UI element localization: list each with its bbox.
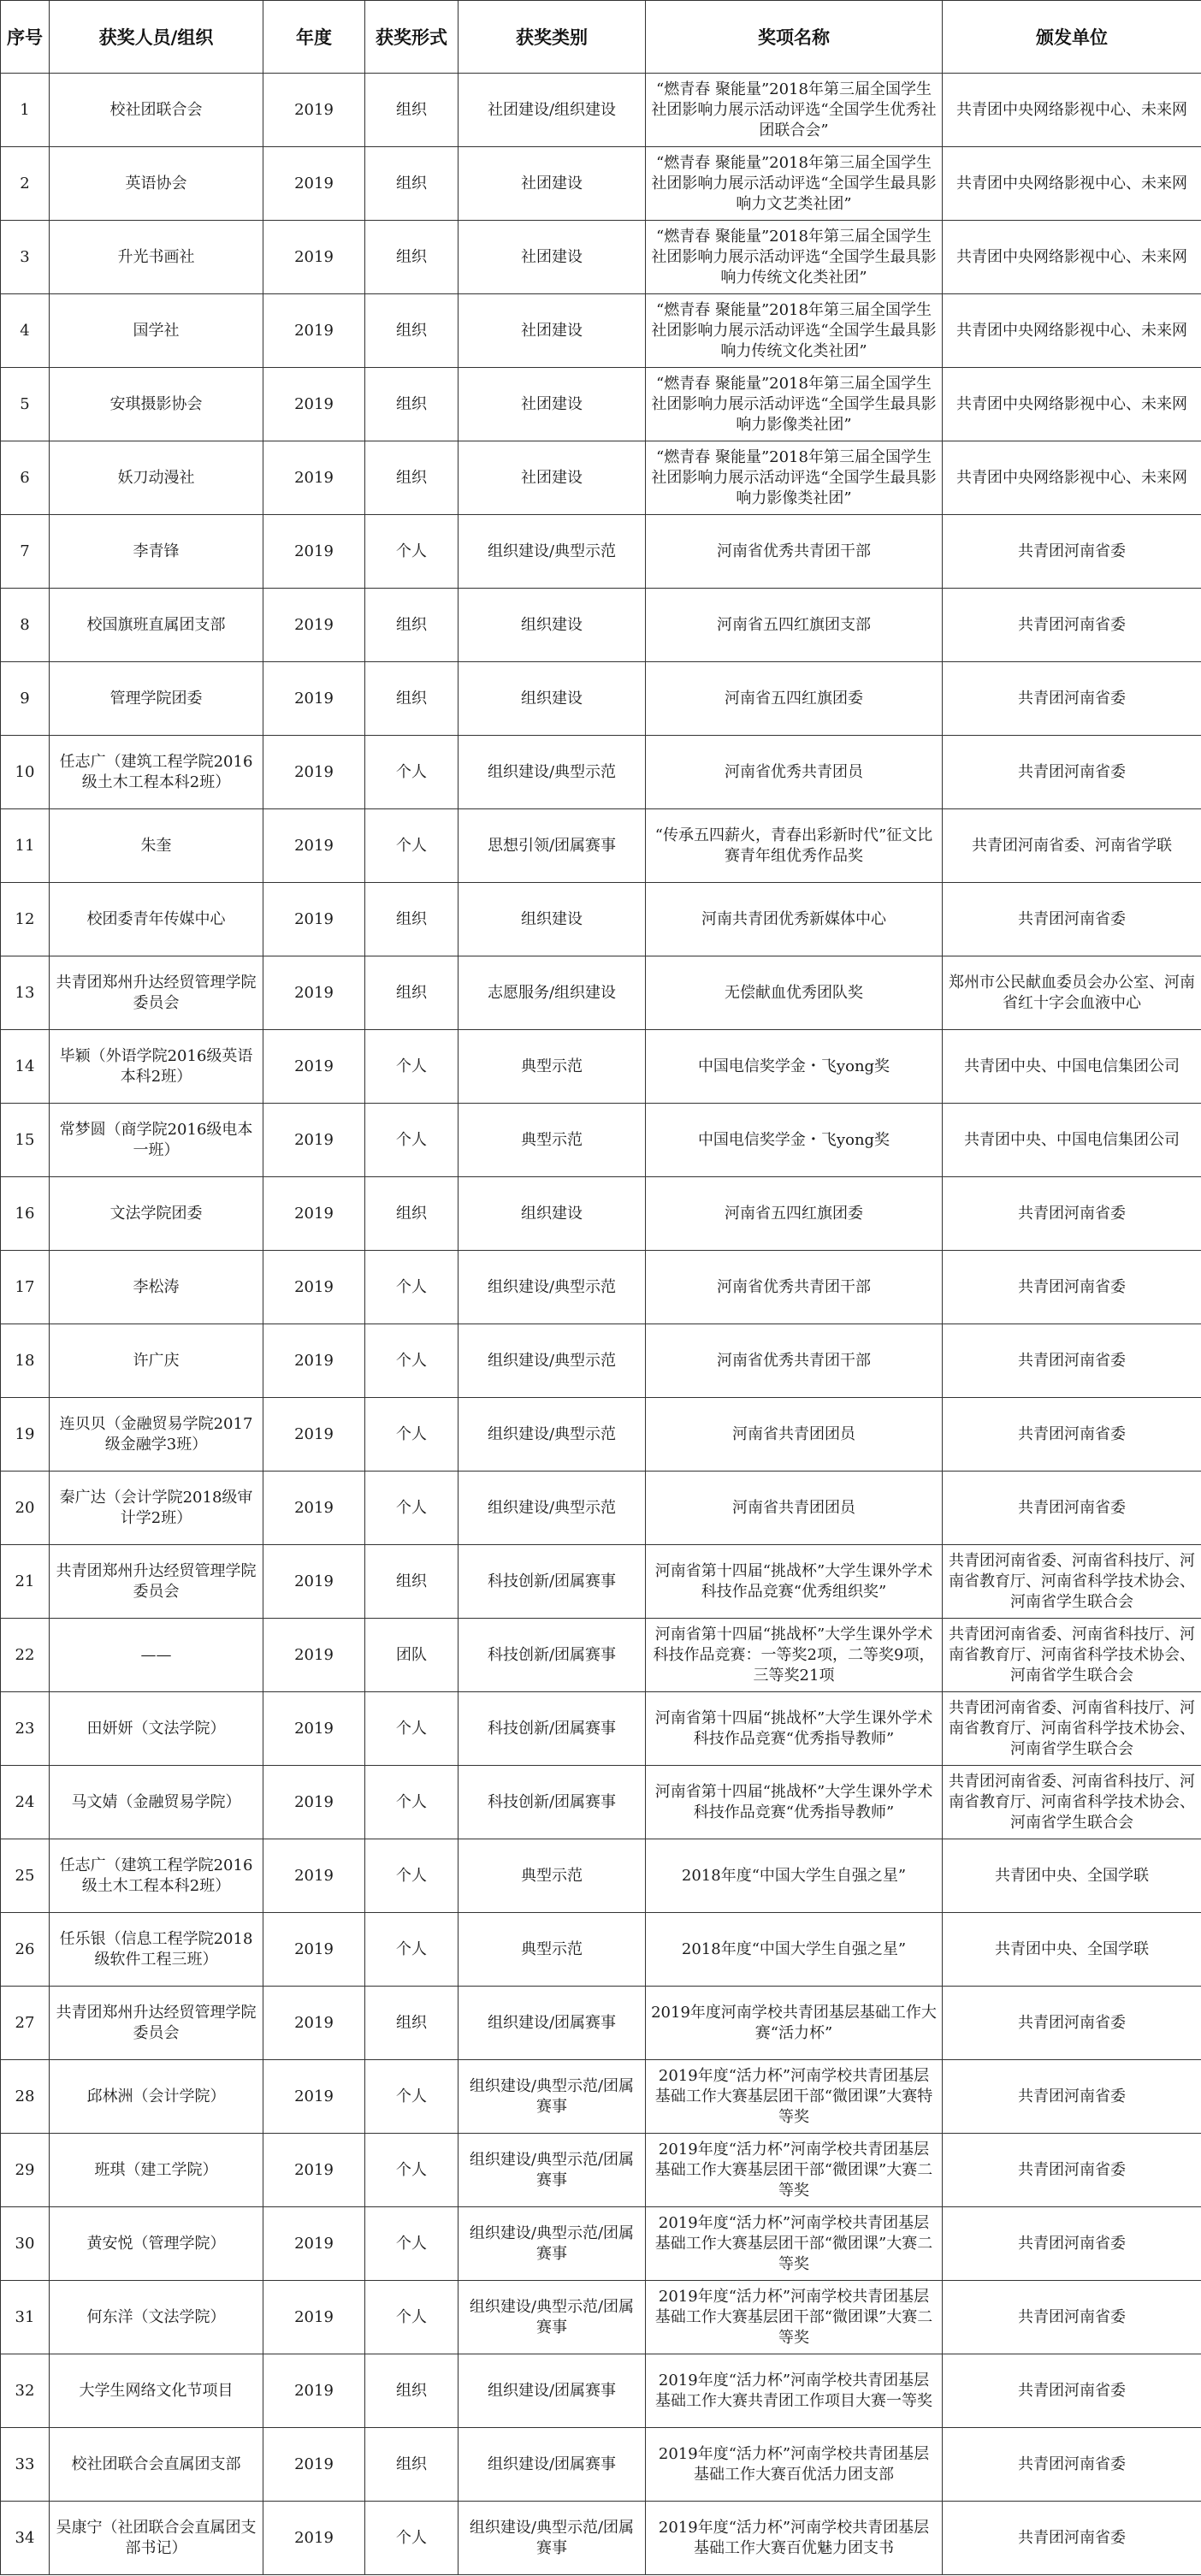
cell-category: 科技创新/团属赛事 <box>459 1619 646 1692</box>
table-row <box>1 1104 1201 1177</box>
table-row <box>1 2502 1201 2575</box>
cell-no: 2 <box>1 147 50 221</box>
cell-name: 任志广（建筑工程学院2016级土木工程本科2班） <box>50 736 263 809</box>
cell-award: 中国电信奖学金・飞yong奖 <box>646 1030 943 1104</box>
cell-no: 9 <box>1 662 50 736</box>
cell-form: 个人 <box>365 1839 459 1913</box>
cell-issuer: 共青团河南省委 <box>943 1398 1201 1472</box>
table-row <box>1 441 1201 515</box>
cell-form: 个人 <box>365 2134 459 2207</box>
cell-name: 何东洋（文法学院） <box>50 2281 263 2354</box>
cell-category: 组织建设/团属赛事 <box>459 1987 646 2060</box>
cell-form: 组织 <box>365 74 459 147</box>
cell-name: 班琪（建工学院） <box>50 2134 263 2207</box>
cell-issuer: 共青团河南省委、河南省科技厅、河南省教育厅、河南省科学技术协会、河南省学生联合会 <box>943 1692 1201 1766</box>
cell-category: 组织建设/典型示范 <box>459 1472 646 1545</box>
table-row <box>1 1398 1201 1472</box>
cell-no: 24 <box>1 1766 50 1839</box>
cell-category: 组织建设/团属赛事 <box>459 2428 646 2502</box>
cell-award: 河南省第十四届“挑战杯”大学生课外学术科技作品竞赛：一等奖2项，二等奖9项，三等奖21项 <box>646 1619 943 1692</box>
cell-name: 校社团联合会直属团支部 <box>50 2428 263 2502</box>
cell-year: 2019 <box>263 1766 365 1839</box>
cell-category: 组织建设/典型示范 <box>459 1324 646 1398</box>
cell-year: 2019 <box>263 1987 365 2060</box>
cell-year: 2019 <box>263 515 365 589</box>
cell-category: 组织建设 <box>459 883 646 956</box>
cell-issuer: 共青团河南省委 <box>943 736 1201 809</box>
cell-name: 安琪摄影协会 <box>50 368 263 441</box>
cell-award: 河南省第十四届“挑战杯”大学生课外学术科技作品竞赛“优秀指导教师” <box>646 1766 943 1839</box>
table-row <box>1 1913 1201 1987</box>
cell-issuer: 共青团河南省委 <box>943 2207 1201 2281</box>
cell-issuer: 共青团河南省委 <box>943 2281 1201 2354</box>
table-row <box>1 956 1201 1030</box>
cell-name: 文法学院团委 <box>50 1177 263 1251</box>
cell-name: 任乐银（信息工程学院2018级软件工程三班） <box>50 1913 263 1987</box>
cell-category: 科技创新/团属赛事 <box>459 1545 646 1619</box>
cell-name: 管理学院团委 <box>50 662 263 736</box>
cell-form: 个人 <box>365 1030 459 1104</box>
cell-year: 2019 <box>263 1839 365 1913</box>
table-row <box>1 294 1201 368</box>
cell-form: 个人 <box>365 809 459 883</box>
cell-year: 2019 <box>263 2060 365 2134</box>
cell-category: 社团建设 <box>459 441 646 515</box>
cell-issuer: 共青团河南省委、河南省科技厅、河南省教育厅、河南省科学技术协会、河南省学生联合会 <box>943 1766 1201 1839</box>
table-row <box>1 515 1201 589</box>
cell-award: 2019年度“活力杯”河南学校共青团基层基础工作大赛共青团工作项目大赛一等奖 <box>646 2354 943 2428</box>
cell-year: 2019 <box>263 1177 365 1251</box>
cell-award: 河南省优秀共青团干部 <box>646 515 943 589</box>
cell-form: 个人 <box>365 2281 459 2354</box>
cell-year: 2019 <box>263 2207 365 2281</box>
cell-issuer: 共青团河南省委 <box>943 1987 1201 2060</box>
cell-no: 25 <box>1 1839 50 1913</box>
cell-form: 个人 <box>365 736 459 809</box>
cell-name: 共青团郑州升达经贸管理学院委员会 <box>50 1987 263 2060</box>
cell-issuer: 共青团河南省委 <box>943 2428 1201 2502</box>
cell-name: 校团委青年传媒中心 <box>50 883 263 956</box>
cell-no: 27 <box>1 1987 50 2060</box>
cell-award: 河南省第十四届“挑战杯”大学生课外学术科技作品竞赛“优秀组织奖” <box>646 1545 943 1619</box>
cell-award: 河南省共青团团员 <box>646 1398 943 1472</box>
cell-issuer: 共青团河南省委 <box>943 2134 1201 2207</box>
cell-issuer: 共青团河南省委、河南省科技厅、河南省教育厅、河南省科学技术协会、河南省学生联合会 <box>943 1545 1201 1619</box>
table-row <box>1 1619 1201 1692</box>
cell-form: 组织 <box>365 221 459 294</box>
cell-category: 组织建设/典型示范/团属赛事 <box>459 2281 646 2354</box>
cell-award: 中国电信奖学金・飞yong奖 <box>646 1104 943 1177</box>
cell-award: 2019年度“活力杯”河南学校共青团基层基础工作大赛基层团干部“微团课”大赛特等奖 <box>646 2060 943 2134</box>
cell-no: 30 <box>1 2207 50 2281</box>
table-row <box>1 736 1201 809</box>
cell-issuer: 共青团河南省委、河南省学联 <box>943 809 1201 883</box>
table-row <box>1 1839 1201 1913</box>
table-row <box>1 1545 1201 1619</box>
table-row <box>1 2060 1201 2134</box>
cell-award: “燃青春 聚能量”2018年第三届全国学生社团影响力展示活动评选“全国学生最具影响力传统文化类社团” <box>646 221 943 294</box>
cell-category: 社团建设 <box>459 221 646 294</box>
cell-name: —— <box>50 1619 263 1692</box>
table-row <box>1 1177 1201 1251</box>
cell-no: 6 <box>1 441 50 515</box>
cell-award: 河南共青团优秀新媒体中心 <box>646 883 943 956</box>
table-row <box>1 1692 1201 1766</box>
cell-form: 个人 <box>365 2207 459 2281</box>
cell-category: 组织建设/典型示范 <box>459 515 646 589</box>
cell-form: 组织 <box>365 956 459 1030</box>
table-row <box>1 368 1201 441</box>
cell-name: 吴康宁（社团联合会直属团支部书记） <box>50 2502 263 2575</box>
cell-issuer: 共青团河南省委 <box>943 1251 1201 1324</box>
cell-issuer: 郑州市公民献血委员会办公室、河南省红十字会血液中心 <box>943 956 1201 1030</box>
cell-category: 科技创新/团属赛事 <box>459 1692 646 1766</box>
table-row <box>1 2281 1201 2354</box>
cell-year: 2019 <box>263 2428 365 2502</box>
cell-name: 常梦圆（商学院2016级电本一班） <box>50 1104 263 1177</box>
cell-year: 2019 <box>263 2281 365 2354</box>
cell-year: 2019 <box>263 74 365 147</box>
cell-year: 2019 <box>263 1619 365 1692</box>
cell-no: 1 <box>1 74 50 147</box>
cell-year: 2019 <box>263 1472 365 1545</box>
cell-form: 个人 <box>365 1472 459 1545</box>
cell-form: 组织 <box>365 589 459 662</box>
table-row <box>1 1030 1201 1104</box>
header-cell-award: 奖项名称 <box>646 1 943 74</box>
cell-name: 黄安悦（管理学院） <box>50 2207 263 2281</box>
table-row <box>1 809 1201 883</box>
cell-issuer: 共青团中央网络影视中心、未来网 <box>943 368 1201 441</box>
cell-name: 秦广达（会计学院2018级审计学2班） <box>50 1472 263 1545</box>
cell-form: 组织 <box>365 368 459 441</box>
cell-award: 2018年度“中国大学生自强之星” <box>646 1839 943 1913</box>
cell-category: 组织建设/团属赛事 <box>459 2354 646 2428</box>
cell-category: 思想引领/团属赛事 <box>459 809 646 883</box>
cell-no: 4 <box>1 294 50 368</box>
cell-form: 个人 <box>365 1251 459 1324</box>
cell-award: 2019年度“活力杯”河南学校共青团基层基础工作大赛基层团干部“微团课”大赛二等奖 <box>646 2207 943 2281</box>
cell-year: 2019 <box>263 809 365 883</box>
cell-issuer: 共青团河南省委 <box>943 589 1201 662</box>
cell-name: 田妍妍（文法学院） <box>50 1692 263 1766</box>
cell-category: 组织建设/典型示范/团属赛事 <box>459 2060 646 2134</box>
cell-year: 2019 <box>263 2502 365 2575</box>
cell-category: 组织建设/典型示范 <box>459 1251 646 1324</box>
cell-issuer: 共青团河南省委 <box>943 1324 1201 1398</box>
table-row <box>1 2134 1201 2207</box>
cell-award: “燃青春 聚能量”2018年第三届全国学生社团影响力展示活动评选“全国学生最具影响力传统文化类社团” <box>646 294 943 368</box>
cell-issuer: 共青团中央网络影视中心、未来网 <box>943 294 1201 368</box>
table-row <box>1 1766 1201 1839</box>
cell-category: 组织建设/典型示范/团属赛事 <box>459 2134 646 2207</box>
cell-issuer: 共青团河南省委 <box>943 2502 1201 2575</box>
cell-year: 2019 <box>263 1251 365 1324</box>
table-row <box>1 1472 1201 1545</box>
cell-no: 8 <box>1 589 50 662</box>
header-row <box>1 1 1201 74</box>
cell-award: 河南省五四红旗团委 <box>646 662 943 736</box>
cell-year: 2019 <box>263 1030 365 1104</box>
cell-year: 2019 <box>263 294 365 368</box>
cell-year: 2019 <box>263 1913 365 1987</box>
cell-no: 22 <box>1 1619 50 1692</box>
table-row <box>1 221 1201 294</box>
cell-award: 无偿献血优秀团队奖 <box>646 956 943 1030</box>
cell-issuer: 共青团中央网络影视中心、未来网 <box>943 147 1201 221</box>
table-row <box>1 147 1201 221</box>
cell-form: 个人 <box>365 1692 459 1766</box>
cell-no: 11 <box>1 809 50 883</box>
cell-form: 组织 <box>365 662 459 736</box>
cell-category: 科技创新/团属赛事 <box>459 1766 646 1839</box>
cell-category: 社团建设 <box>459 147 646 221</box>
cell-category: 组织建设 <box>459 662 646 736</box>
cell-category: 社团建设/组织建设 <box>459 74 646 147</box>
cell-award: 河南省第十四届“挑战杯”大学生课外学术科技作品竞赛“优秀指导教师” <box>646 1692 943 1766</box>
cell-no: 12 <box>1 883 50 956</box>
cell-year: 2019 <box>263 956 365 1030</box>
cell-year: 2019 <box>263 2134 365 2207</box>
cell-issuer: 共青团河南省委 <box>943 2060 1201 2134</box>
cell-year: 2019 <box>263 883 365 956</box>
cell-issuer: 共青团中央网络影视中心、未来网 <box>943 74 1201 147</box>
cell-form: 个人 <box>365 1398 459 1472</box>
cell-category: 组织建设/典型示范/团属赛事 <box>459 2502 646 2575</box>
cell-award: “燃青春 聚能量”2018年第三届全国学生社团影响力展示活动评选“全国学生最具影响力文艺类社团” <box>646 147 943 221</box>
cell-award: 2018年度“中国大学生自强之星” <box>646 1913 943 1987</box>
cell-category: 典型示范 <box>459 1839 646 1913</box>
table-row <box>1 2428 1201 2502</box>
cell-award: 河南省共青团团员 <box>646 1472 943 1545</box>
table-row <box>1 883 1201 956</box>
cell-name: 毕颖（外语学院2016级英语本科2班） <box>50 1030 263 1104</box>
cell-no: 28 <box>1 2060 50 2134</box>
cell-category: 组织建设/典型示范 <box>459 736 646 809</box>
cell-no: 5 <box>1 368 50 441</box>
cell-name: 共青团郑州升达经贸管理学院委员会 <box>50 1545 263 1619</box>
cell-no: 34 <box>1 2502 50 2575</box>
cell-no: 17 <box>1 1251 50 1324</box>
cell-name: 邱林洲（会计学院） <box>50 2060 263 2134</box>
cell-issuer: 共青团中央网络影视中心、未来网 <box>943 441 1201 515</box>
header-cell-category: 获奖类别 <box>459 1 646 74</box>
table-row <box>1 2207 1201 2281</box>
cell-category: 组织建设 <box>459 1177 646 1251</box>
cell-issuer: 共青团中央、全国学联 <box>943 1839 1201 1913</box>
table-body <box>1 74 1201 2575</box>
cell-form: 组织 <box>365 1545 459 1619</box>
table-row <box>1 2354 1201 2428</box>
cell-form: 团队 <box>365 1619 459 1692</box>
cell-no: 33 <box>1 2428 50 2502</box>
cell-name: 李青锋 <box>50 515 263 589</box>
table-row <box>1 662 1201 736</box>
cell-issuer: 共青团中央、中国电信集团公司 <box>943 1030 1201 1104</box>
cell-name: 校国旗班直属团支部 <box>50 589 263 662</box>
cell-name: 任志广（建筑工程学院2016级土木工程本科2班） <box>50 1839 263 1913</box>
cell-year: 2019 <box>263 147 365 221</box>
cell-no: 29 <box>1 2134 50 2207</box>
cell-award: 河南省五四红旗团委 <box>646 1177 943 1251</box>
cell-no: 32 <box>1 2354 50 2428</box>
cell-issuer: 共青团河南省委、河南省科技厅、河南省教育厅、河南省科学技术协会、河南省学生联合会 <box>943 1619 1201 1692</box>
cell-year: 2019 <box>263 1545 365 1619</box>
cell-name: 共青团郑州升达经贸管理学院委员会 <box>50 956 263 1030</box>
cell-form: 个人 <box>365 1324 459 1398</box>
cell-year: 2019 <box>263 1104 365 1177</box>
cell-form: 组织 <box>365 1177 459 1251</box>
cell-issuer: 共青团河南省委 <box>943 883 1201 956</box>
header-cell-issuer: 颁发单位 <box>943 1 1201 74</box>
cell-no: 3 <box>1 221 50 294</box>
cell-category: 典型示范 <box>459 1913 646 1987</box>
cell-name: 马文婧（金融贸易学院） <box>50 1766 263 1839</box>
cell-year: 2019 <box>263 2354 365 2428</box>
cell-year: 2019 <box>263 1324 365 1398</box>
cell-award: “燃青春 聚能量”2018年第三届全国学生社团影响力展示活动评选“全国学生优秀社团联合会” <box>646 74 943 147</box>
cell-category: 组织建设/典型示范/团属赛事 <box>459 2207 646 2281</box>
cell-no: 26 <box>1 1913 50 1987</box>
cell-year: 2019 <box>263 221 365 294</box>
cell-no: 19 <box>1 1398 50 1472</box>
cell-issuer: 共青团河南省委 <box>943 662 1201 736</box>
cell-year: 2019 <box>263 662 365 736</box>
cell-name: 朱奎 <box>50 809 263 883</box>
header-cell-name: 获奖人员/组织 <box>50 1 263 74</box>
cell-award: 2019年度河南学校共青团基层基础工作大赛“活力杯” <box>646 1987 943 2060</box>
cell-year: 2019 <box>263 1692 365 1766</box>
cell-year: 2019 <box>263 368 365 441</box>
cell-category: 志愿服务/组织建设 <box>459 956 646 1030</box>
cell-form: 组织 <box>365 883 459 956</box>
cell-issuer: 共青团河南省委 <box>943 1472 1201 1545</box>
cell-award: 河南省五四红旗团支部 <box>646 589 943 662</box>
table-row <box>1 1324 1201 1398</box>
cell-form: 组织 <box>365 2428 459 2502</box>
cell-no: 7 <box>1 515 50 589</box>
cell-issuer: 共青团河南省委 <box>943 515 1201 589</box>
cell-name: 升光书画社 <box>50 221 263 294</box>
cell-category: 组织建设 <box>459 589 646 662</box>
cell-award: 2019年度“活力杯”河南学校共青团基层基础工作大赛百优活力团支部 <box>646 2428 943 2502</box>
cell-name: 妖刀动漫社 <box>50 441 263 515</box>
cell-name: 英语协会 <box>50 147 263 221</box>
cell-no: 18 <box>1 1324 50 1398</box>
cell-no: 20 <box>1 1472 50 1545</box>
cell-award: “燃青春 聚能量”2018年第三届全国学生社团影响力展示活动评选“全国学生最具影响力影像类社团” <box>646 368 943 441</box>
cell-form: 组织 <box>365 2354 459 2428</box>
cell-no: 15 <box>1 1104 50 1177</box>
cell-category: 典型示范 <box>459 1030 646 1104</box>
cell-year: 2019 <box>263 589 365 662</box>
cell-award: 2019年度“活力杯”河南学校共青团基层基础工作大赛基层团干部“微团课”大赛二等奖 <box>646 2134 943 2207</box>
table-row <box>1 1987 1201 2060</box>
cell-name: 连贝贝（金融贸易学院2017级金融学3班） <box>50 1398 263 1472</box>
cell-award: “燃青春 聚能量”2018年第三届全国学生社团影响力展示活动评选“全国学生最具影响力影像类社团” <box>646 441 943 515</box>
header-cell-year: 年度 <box>263 1 365 74</box>
cell-form: 个人 <box>365 2060 459 2134</box>
cell-name: 许广庆 <box>50 1324 263 1398</box>
cell-form: 个人 <box>365 1104 459 1177</box>
cell-no: 16 <box>1 1177 50 1251</box>
cell-category: 典型示范 <box>459 1104 646 1177</box>
cell-no: 23 <box>1 1692 50 1766</box>
table-row <box>1 589 1201 662</box>
cell-issuer: 共青团中央网络影视中心、未来网 <box>943 221 1201 294</box>
cell-award: 河南省优秀共青团干部 <box>646 1251 943 1324</box>
cell-no: 31 <box>1 2281 50 2354</box>
cell-award: 河南省优秀共青团员 <box>646 736 943 809</box>
cell-no: 21 <box>1 1545 50 1619</box>
cell-category: 社团建设 <box>459 368 646 441</box>
cell-no: 14 <box>1 1030 50 1104</box>
cell-form: 组织 <box>365 1987 459 2060</box>
cell-award: 河南省优秀共青团干部 <box>646 1324 943 1398</box>
cell-year: 2019 <box>263 1398 365 1472</box>
cell-award: 2019年度“活力杯”河南学校共青团基层基础工作大赛百优魅力团支书 <box>646 2502 943 2575</box>
cell-no: 13 <box>1 956 50 1030</box>
cell-award: “传承五四薪火，青春出彩新时代”征文比赛青年组优秀作品奖 <box>646 809 943 883</box>
cell-form: 组织 <box>365 147 459 221</box>
cell-issuer: 共青团河南省委 <box>943 2354 1201 2428</box>
cell-no: 10 <box>1 736 50 809</box>
header-cell-no: 序号 <box>1 1 50 74</box>
cell-name: 大学生网络文化节项目 <box>50 2354 263 2428</box>
cell-issuer: 共青团中央、全国学联 <box>943 1913 1201 1987</box>
cell-name: 国学社 <box>50 294 263 368</box>
cell-category: 社团建设 <box>459 294 646 368</box>
cell-form: 个人 <box>365 515 459 589</box>
cell-form: 个人 <box>365 1766 459 1839</box>
cell-name: 李松涛 <box>50 1251 263 1324</box>
table-row <box>1 74 1201 147</box>
cell-category: 组织建设/典型示范 <box>459 1398 646 1472</box>
cell-form: 组织 <box>365 441 459 515</box>
cell-form: 个人 <box>365 1913 459 1987</box>
cell-name: 校社团联合会 <box>50 74 263 147</box>
cell-issuer: 共青团中央、中国电信集团公司 <box>943 1104 1201 1177</box>
cell-award: 2019年度“活力杯”河南学校共青团基层基础工作大赛基层团干部“微团课”大赛二等奖 <box>646 2281 943 2354</box>
cell-issuer: 共青团河南省委 <box>943 1177 1201 1251</box>
cell-form: 个人 <box>365 2502 459 2575</box>
header-cell-form: 获奖形式 <box>365 1 459 74</box>
cell-form: 组织 <box>365 294 459 368</box>
table-row <box>1 1251 1201 1324</box>
cell-year: 2019 <box>263 736 365 809</box>
cell-year: 2019 <box>263 441 365 515</box>
